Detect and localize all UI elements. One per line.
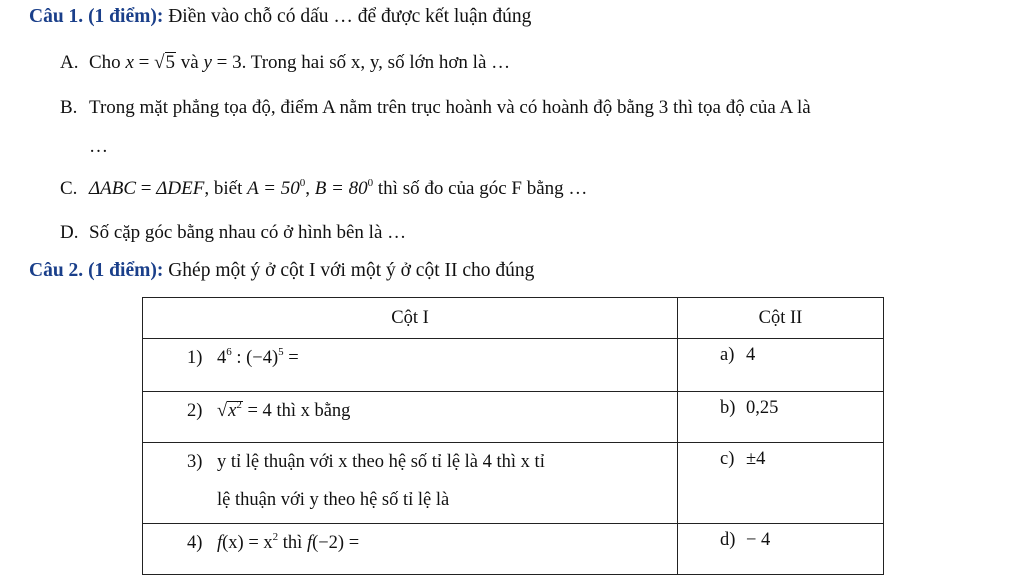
answer-value: 0,25 xyxy=(746,398,779,418)
column-2-cell xyxy=(678,524,884,575)
item-c-text-post: thì số đo của góc F bằng … xyxy=(373,178,588,199)
answer-letter: b) xyxy=(720,398,736,418)
answer-letter: d) xyxy=(720,530,736,550)
column-1-cell xyxy=(143,443,678,524)
angle-b: B = 80 xyxy=(314,178,368,199)
item-c-comma: , xyxy=(305,178,315,199)
exponent: 5 xyxy=(278,346,284,358)
exponent: 2 xyxy=(236,399,242,411)
table-row xyxy=(143,392,884,443)
row-number: 2) xyxy=(187,401,203,421)
matching-table xyxy=(142,297,884,575)
item-a-and: và xyxy=(176,52,204,73)
var-x: x xyxy=(125,52,134,73)
question-1-number: Câu 1. xyxy=(29,6,84,27)
expr-mid: : (−4) xyxy=(231,348,279,368)
row-text-line-2: lệ thuận với y theo hệ số tỉ lệ là xyxy=(217,490,450,510)
exponent: 2 xyxy=(272,531,279,543)
degree-a: 0 xyxy=(299,177,306,189)
item-d-label: D. xyxy=(60,222,79,243)
function-f: f xyxy=(306,533,313,553)
item-d xyxy=(60,222,406,244)
question-2-number: Câu 2. xyxy=(29,260,84,281)
column-2-cell xyxy=(678,339,884,392)
exponent: 6 xyxy=(226,346,232,358)
answer-value: ±4 xyxy=(746,449,766,469)
answer-letter: a) xyxy=(720,345,735,365)
table-row xyxy=(143,443,884,524)
item-a-text-pre: Cho xyxy=(89,52,126,73)
item-b-text: Trong mặt phẳng tọa độ, điểm A nằm trên trục hoành và có hoành độ bằng 3 thì tọa độ của A là xyxy=(89,97,811,118)
column-1-header: Cột I xyxy=(143,298,678,339)
expr-mid: thì xyxy=(278,533,307,553)
item-c-mid: , biết xyxy=(204,178,248,199)
function-f: f xyxy=(217,533,223,553)
column-1-cell xyxy=(143,392,678,443)
table-header-row xyxy=(143,298,884,339)
item-b-label: B. xyxy=(60,97,78,118)
item-a-eq2: = 3 xyxy=(211,52,242,73)
item-c xyxy=(60,178,587,200)
question-1-instruction: Điền vào chỗ có dấu … để được kết luận đúng xyxy=(168,6,532,27)
answer-letter: c) xyxy=(720,449,735,469)
question-1-heading xyxy=(29,6,531,28)
column-1-cell xyxy=(143,339,678,392)
column-2-header: Cột II xyxy=(678,298,884,339)
column-2-cell xyxy=(678,392,884,443)
item-a-text-post: . Trong hai số x, y, số lớn hơn là … xyxy=(241,52,511,73)
sqrt-radicand: 5 xyxy=(165,52,176,73)
item-c-label: C. xyxy=(60,178,78,199)
column-1-cell xyxy=(143,524,678,575)
item-a-label: A. xyxy=(60,52,79,73)
triangle-def: ΔDEF xyxy=(156,178,205,199)
expr-eq: = 4 xyxy=(242,401,272,421)
table-row xyxy=(143,339,884,392)
sqrt-radicand: x xyxy=(228,401,237,421)
answer-value: 4 xyxy=(746,345,756,365)
row-number: 4) xyxy=(187,533,203,553)
table-row xyxy=(143,524,884,575)
row-number: 1) xyxy=(187,348,203,368)
row-number: 3) xyxy=(187,452,203,472)
expr-part: (x) = x xyxy=(222,533,273,553)
item-b-continuation: … xyxy=(89,136,108,157)
triangle-abc: ΔABC xyxy=(89,178,137,199)
degree-b: 0 xyxy=(367,177,374,189)
sqrt-5: √5 xyxy=(154,52,176,73)
angle-a: A = 50 xyxy=(247,178,300,199)
item-d-text: Số cặp góc bằng nhau có ở hình bên là … xyxy=(89,222,407,243)
row-text-line-1: y tỉ lệ thuận với x theo hệ số tỉ lệ là 4 thì x tỉ xyxy=(217,452,545,472)
var-y: y xyxy=(203,52,212,73)
sqrt-x-squared: $√x^2$ xyxy=(217,399,242,421)
answer-value: − 4 xyxy=(746,530,771,550)
item-a xyxy=(60,52,510,74)
expr-part: (−2) = xyxy=(312,533,360,553)
item-c-eq: = xyxy=(136,178,157,199)
item-b xyxy=(60,97,811,119)
question-2-points: (1 điểm): xyxy=(88,260,164,281)
expr-post: thì x bằng xyxy=(271,401,351,421)
question-2-instruction: Ghép một ý ở cột I với một ý ở cột II cho đúng xyxy=(168,260,535,281)
column-2-cell xyxy=(678,443,884,524)
item-a-eq: = xyxy=(133,52,155,73)
question-2-heading xyxy=(29,260,534,282)
base: 4 xyxy=(217,348,227,368)
question-1-points: (1 điểm): xyxy=(88,6,164,27)
expr-end: = xyxy=(283,348,299,368)
